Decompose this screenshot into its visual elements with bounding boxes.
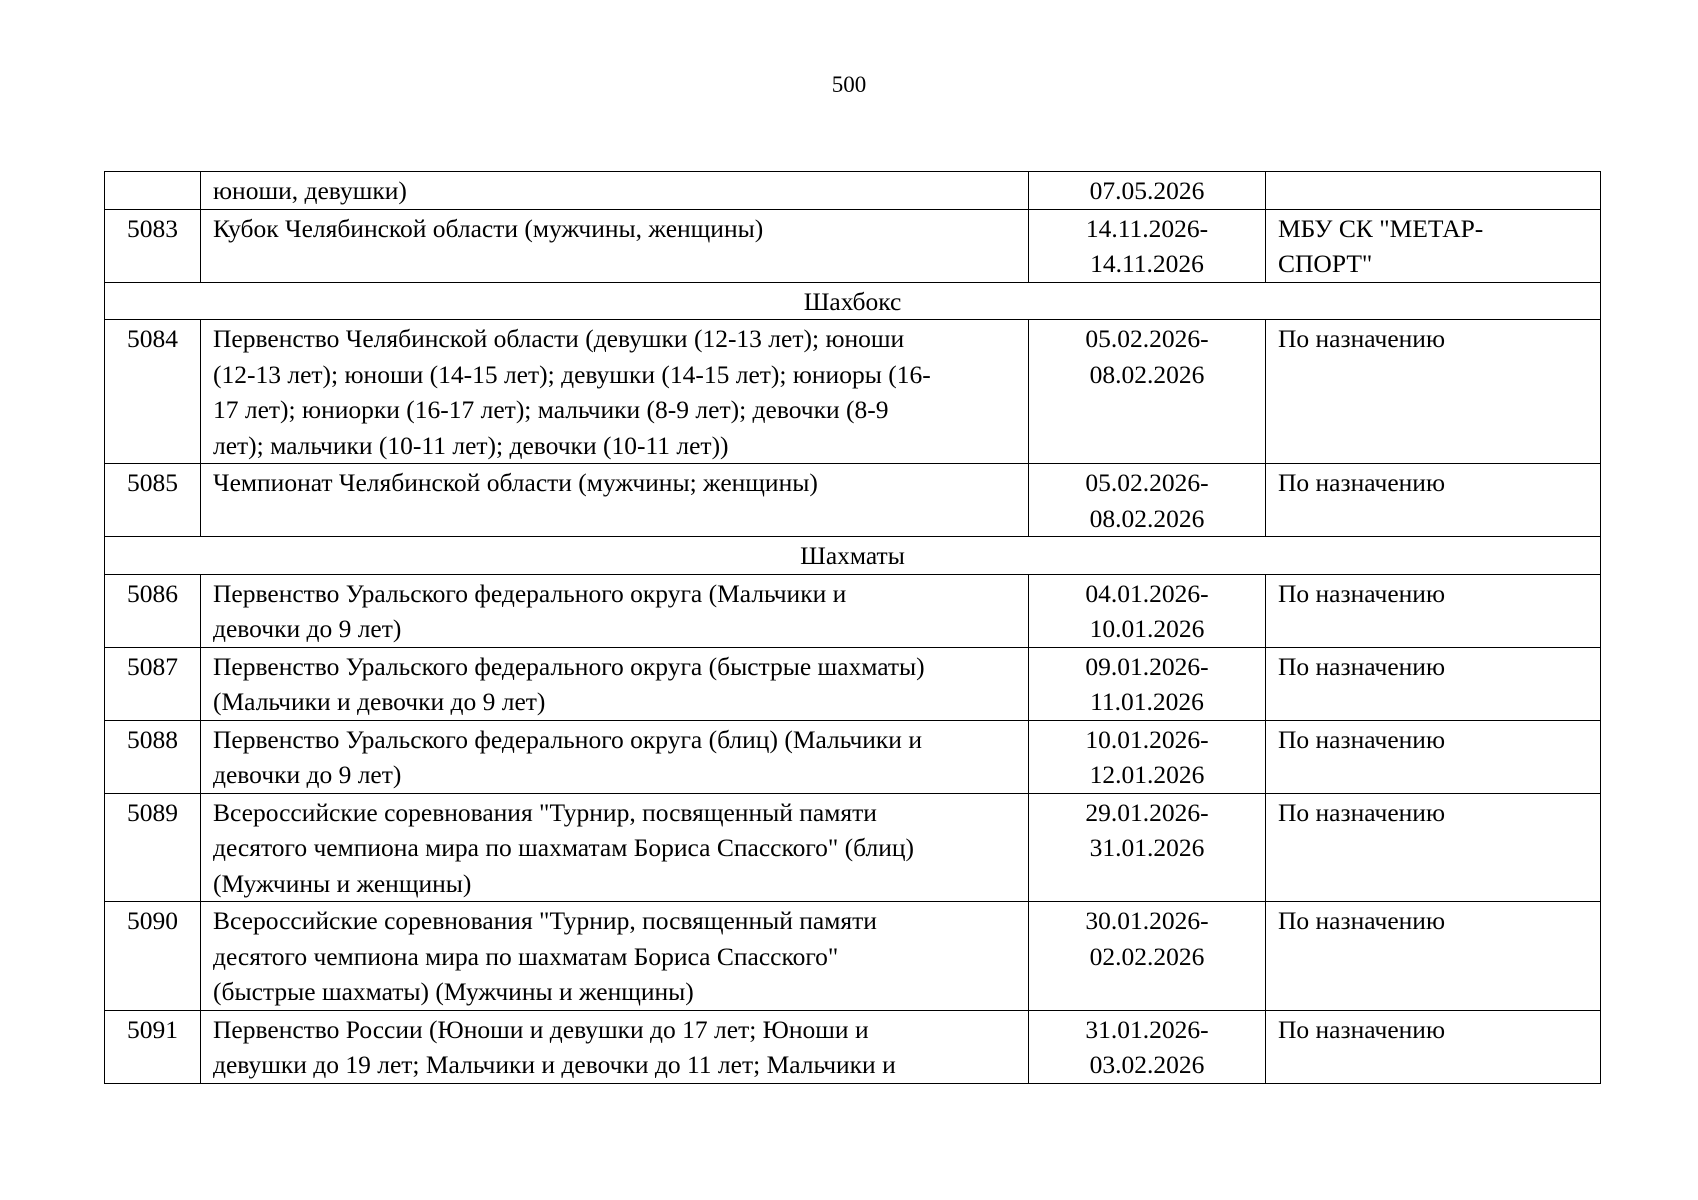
event-number: 5083	[105, 209, 201, 282]
table-row	[105, 464, 1601, 537]
table-row	[105, 209, 1601, 282]
event-place: МБУ СК "МЕТАР- СПОРТ"	[1266, 209, 1601, 282]
event-number: 5087	[105, 647, 201, 720]
page-number: 500	[831, 72, 867, 97]
table-row	[105, 793, 1601, 902]
event-place: По назначению	[1266, 647, 1601, 720]
event-dates: 10.01.2026- 12.01.2026	[1029, 720, 1266, 793]
table-row	[105, 720, 1601, 793]
event-place: По назначению	[1266, 1010, 1601, 1083]
event-dates: 31.01.2026- 03.02.2026	[1029, 1010, 1266, 1083]
event-name: Первенство Уральского федерального округа (Мальчики и девочки до 9 лет)	[201, 574, 1029, 647]
events-table-body	[105, 172, 1601, 1084]
event-number	[105, 172, 201, 210]
event-number: 5085	[105, 464, 201, 537]
event-name: Всероссийские соревнования "Турнир, посвященный памяти десятого чемпиона мира по шахматам Бориса Спасского" (блиц) (Мужчины и женщины)	[201, 793, 1029, 902]
event-number: 5084	[105, 320, 201, 464]
event-place: По назначению	[1266, 574, 1601, 647]
events-table	[104, 171, 1601, 1084]
event-dates: 05.02.2026- 08.02.2026	[1029, 320, 1266, 464]
event-number: 5088	[105, 720, 201, 793]
event-name: Всероссийские соревнования "Турнир, посвященный памяти десятого чемпиона мира по шахматам Бориса Спасского" (быстрые шахматы) (Мужчины и женщины)	[201, 902, 1029, 1011]
event-place: По назначению	[1266, 464, 1601, 537]
event-number: 5090	[105, 902, 201, 1011]
event-number: 5086	[105, 574, 201, 647]
event-dates: 04.01.2026- 10.01.2026	[1029, 574, 1266, 647]
table-row	[105, 647, 1601, 720]
event-place	[1266, 172, 1601, 210]
table-row	[105, 902, 1601, 1011]
event-dates: 29.01.2026- 31.01.2026	[1029, 793, 1266, 902]
event-dates: 05.02.2026- 08.02.2026	[1029, 464, 1266, 537]
event-name: Кубок Челябинской области (мужчины, женщины)	[201, 209, 1029, 282]
section-row	[105, 537, 1601, 575]
event-name: юноши, девушки)	[201, 172, 1029, 210]
event-place: По назначению	[1266, 793, 1601, 902]
section-title: Шахбокс	[105, 282, 1601, 320]
event-dates: 07.05.2026	[1029, 172, 1266, 210]
event-number: 5091	[105, 1010, 201, 1083]
event-name: Первенство Уральского федерального округа (блиц) (Мальчики и девочки до 9 лет)	[201, 720, 1029, 793]
table-row	[105, 574, 1601, 647]
event-number: 5089	[105, 793, 201, 902]
event-dates: 30.01.2026- 02.02.2026	[1029, 902, 1266, 1011]
section-title: Шахматы	[105, 537, 1601, 575]
event-dates: 14.11.2026- 14.11.2026	[1029, 209, 1266, 282]
section-row	[105, 282, 1601, 320]
event-dates: 09.01.2026- 11.01.2026	[1029, 647, 1266, 720]
table-row	[105, 1010, 1601, 1083]
event-name: Первенство Уральского федерального округа (быстрые шахматы) (Мальчики и девочки до 9 лет)	[201, 647, 1029, 720]
event-place: По назначению	[1266, 720, 1601, 793]
event-name: Первенство Челябинской области (девушки (12-13 лет); юноши (12-13 лет); юноши (14-15 лет); девушки (14-15 лет); юниоры (16- 17 лет); юниорки (16-17 лет); мальчики (8-9 лет); девочки (8-9 лет); мальчики (10-11 лет); девочки (10-11 лет))	[201, 320, 1029, 464]
table-row	[105, 320, 1601, 464]
event-place: По назначению	[1266, 902, 1601, 1011]
table-row	[105, 172, 1601, 210]
event-place: По назначению	[1266, 320, 1601, 464]
event-name: Первенство России (Юноши и девушки до 17 лет; Юноши и девушки до 19 лет; Мальчики и девочки до 11 лет; Мальчики и	[201, 1010, 1029, 1083]
event-name: Чемпионат Челябинской области (мужчины; женщины)	[201, 464, 1029, 537]
